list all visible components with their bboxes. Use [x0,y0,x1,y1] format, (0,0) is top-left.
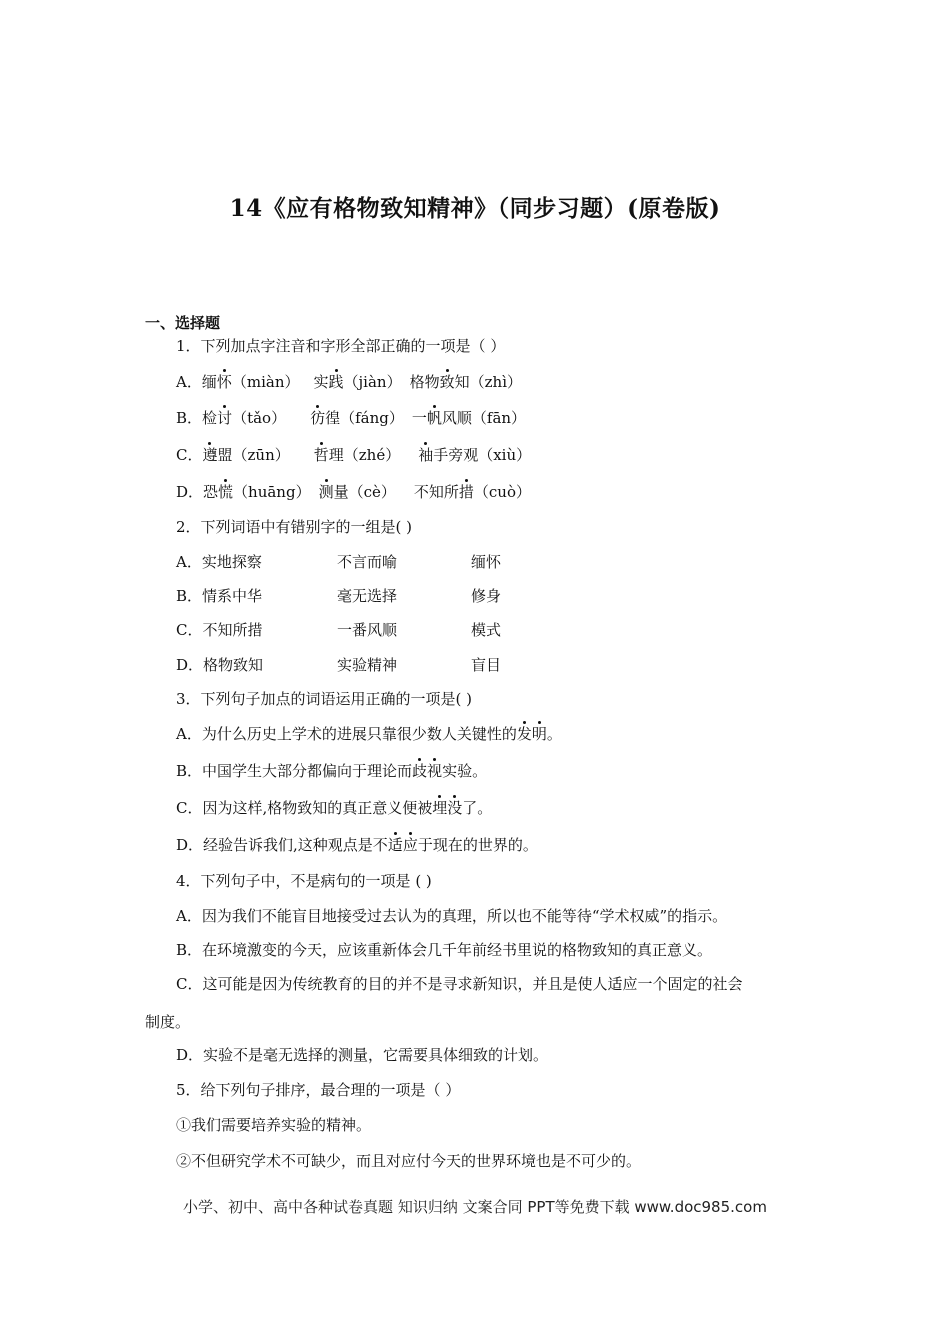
option-cell: 一番风顺 [337,621,398,639]
dotted-char: 哲 [313,446,329,464]
text: C．因为这样,格物致知的真正意义便被 [176,799,433,817]
dotted-char: 措 [458,483,474,501]
option-cell: B．情系中华 [176,587,263,605]
text: 理（zhé） [328,446,401,464]
char: 徨 [325,409,341,427]
dotted-char: 应 [402,836,418,854]
text: 了。 [462,799,493,817]
q4-option-c-cont: 制度。 [145,1013,191,1031]
text: A．为什么历史上学术的进展只靠很少数人关键性的 [176,725,517,743]
char: 缅 [201,373,217,391]
text: 量（cè） [333,483,396,501]
option-cell: C．不知所措 [176,621,263,639]
option-cell: 模式 [471,621,502,639]
q4-option-b: B．在环境激变的今天，应该重新体会几千年前经书里说的格物致知的真正意义。 [176,941,713,959]
option-cell: A．实地探察 [176,553,262,571]
text: 盟（zūn） [217,446,290,464]
option-label: A． [176,373,202,391]
text: D．经验告诉我们,这种观点是不 [176,836,388,854]
q2-stem: 2．下列词语中有错别字的一组是( ) [176,518,413,536]
char: 一 [411,409,427,427]
q3-stem: 3．下列句子加点的词语运用正确的一项是( ) [176,690,473,708]
option-cell: 毫无选择 [337,587,398,605]
q1-stem: 1．下列加点字注音和字形全部正确的一项是（ ） [176,337,506,355]
option-cell: 不言而喻 [337,553,398,571]
q1-option-c [176,445,531,465]
option-cell: 盲目 [471,656,502,674]
dotted-char: 没 [447,799,463,817]
text: 实验。 [442,762,488,780]
q4-option-c: C．这可能是因为传统教育的目的并不是寻求新知识，并且是使人适应一个固定的社会 [176,975,743,993]
dotted-char: 视 [427,762,443,780]
char: 检 [202,409,218,427]
q1-option-a [176,372,522,392]
pinyin: （fáng） [340,409,404,427]
option-label: D．恐 [176,483,219,501]
q2-option-a [176,552,501,572]
option-cell: D．格物致知 [176,656,264,674]
dotted-char: 发 [516,725,532,743]
dotted-char: 袖 [418,446,434,464]
q2-option-c [176,620,501,640]
text: 格物 [409,373,440,391]
text: 于现在的世界的。 [417,836,538,854]
text: 。 [546,725,562,743]
dotted-char: 歧 [412,762,428,780]
text: 知（zhì） [454,373,522,391]
dotted-char: 遵 [202,446,218,464]
q5-sentence-2: ②不但研究学术不可缺少，而且对应付今天的世界环境也是不可少的。 [176,1152,642,1170]
q2-option-b [176,586,501,606]
dotted-word [517,725,547,743]
text: 不知所 [413,483,459,501]
q1-option-d [176,482,531,502]
dotted-word [388,836,418,854]
dotted-char: 帆 [426,409,442,427]
dotted-word [412,762,442,780]
pinyin: （cuò） [473,483,531,501]
option-cell: 缅怀 [471,553,502,571]
option-cell: 修身 [471,587,502,605]
pinyin: （jiàn） [343,373,402,391]
dotted-char: 埋 [432,799,448,817]
q3-option-c [176,798,492,818]
dotted-char: 致 [439,373,455,391]
dotted-char: 践 [328,373,344,391]
dotted-char: 明 [531,725,547,743]
q2-option-d [176,655,501,675]
page-footer: 小学、初中、高中各种试卷真题 知识归纳 文案合同 PPT等免费下载 www.doc985.com [183,1198,767,1216]
dotted-char: 慌 [218,483,234,501]
q4-option-d: D．实验不是毫无选择的测量，它需要具体细致的计划。 [176,1046,549,1064]
dotted-word [432,799,462,817]
q3-option-d [176,835,538,855]
option-cell: 实验精神 [337,656,398,674]
dotted-char: 讨 [217,409,233,427]
dotted-char: 彷 [310,409,326,427]
pinyin: （miàn） [231,373,300,391]
dotted-char: 适 [387,836,403,854]
section-heading: 一、选择题 [145,314,221,332]
dotted-char: 怀 [216,373,232,391]
option-label: B． [176,409,203,427]
q5-stem: 5．给下列句子排序，最合理的一项是（ ） [176,1081,461,1099]
q5-sentence-1: ①我们需要培养实验的精神。 [176,1116,372,1134]
option-label: C． [176,446,203,464]
dotted-char: 测 [318,483,334,501]
q4-stem: 4．下列句子中，不是病句的一项是 ( ) [176,872,432,890]
text: B．中国学生大部分都偏向于理论而 [176,762,413,780]
text: 手旁观（xiù） [433,446,532,464]
q4-option-a: A．因为我们不能盲目地接受过去认为的真理，所以也不能等待“学术权威”的指示。 [176,907,728,925]
q3-option-b [176,761,487,781]
text: 风顺（fān） [441,409,527,427]
pinyin: （huāng） [233,483,311,501]
q1-option-b [176,408,526,428]
pinyin: （tǎo） [232,409,287,427]
char: 实 [313,373,329,391]
q3-option-a [176,724,562,744]
page-title: 14《应有格物致知精神》（同步习题）(原卷版) [229,195,721,222]
